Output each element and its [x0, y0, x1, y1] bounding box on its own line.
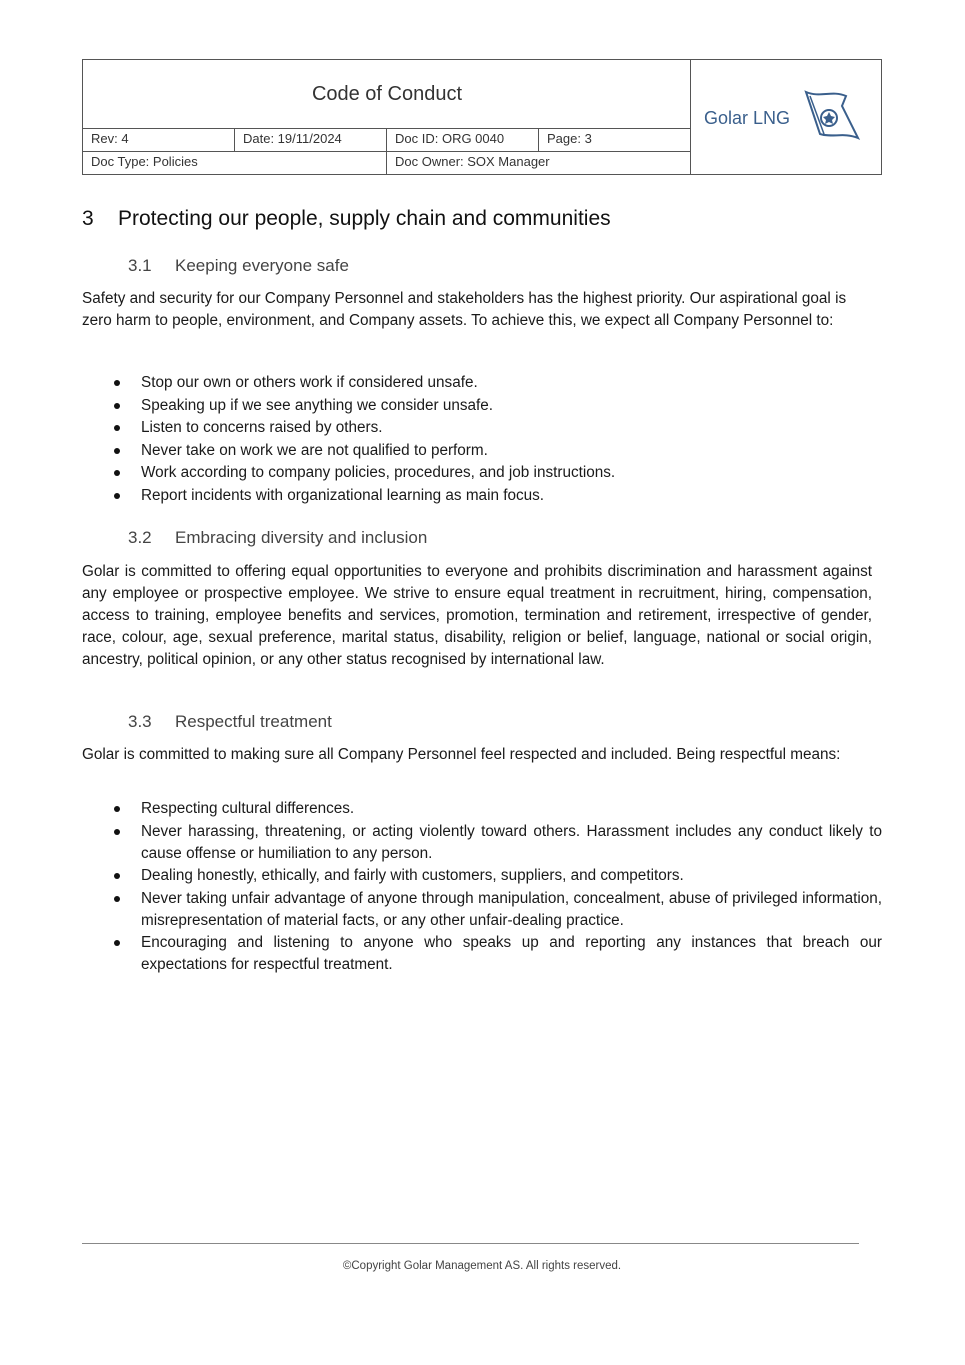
document-title: Code of Conduct — [311, 83, 463, 105]
list-item: Work according to company policies, procedures, and job instructions. — [82, 462, 882, 484]
subsection-heading-3-2: 3.2 Embracing diversity and inclusion — [128, 528, 428, 547]
section-heading: 3 Protecting our people, supply chain and communities — [82, 207, 611, 230]
subsection-heading-3-1: 3.1 Keeping everyone safe — [128, 256, 349, 275]
diversity-paragraph: Golar is committed to offering equal opportunities to everyone and prohibits discrimination and harassment against any employee or prospective employee. We strive to ensure equal treatment in recruitment, hiring, compensation, access to training, employee benefits and services, promotion, termination and retirement, irrespective of gender, race, colour, age, sexual preference, marital status, disability, religion or belief, language, national or social origin, ancestry, political opinion, or any other status recognised by international law. — [82, 563, 872, 668]
copyright-footer: ©Copyright Golar Management AS. All rights reserved. — [342, 1260, 622, 1272]
safety-bullet-list — [82, 372, 882, 508]
list-item: Dealing honestly, ethically, and fairly with customers, suppliers, and competitors. — [82, 865, 882, 887]
list-item: Report incidents with organizational learning as main focus. — [82, 485, 882, 507]
respect-bullet-list — [82, 798, 882, 977]
golar-lng-logo — [692, 60, 882, 174]
page-cell: Page: 3 — [547, 131, 592, 146]
list-item: Stop our own or others work if considered unsafe. — [82, 372, 882, 394]
doc-owner-cell: Doc Owner: SOX Manager — [395, 154, 550, 169]
list-item: Speaking up if we see anything we consider unsafe. — [82, 395, 882, 417]
respect-intro-paragraph: Golar is committed to making sure all Company Personnel feel respected and included. Being respectful means: — [82, 746, 841, 763]
list-item: Never taking unfair advantage of anyone through manipulation, concealment, abuse of privileged information, misrepresentation of material facts, or any other unfair-dealing practice. — [82, 888, 882, 932]
safety-intro-paragraph: Safety and security for our Company Personnel and stakeholders has the highest priority. Our aspirational goal is zero harm to people, environment, and Company assets. To achieve this, we expect all Company Personnel to: — [82, 290, 847, 329]
doc-id-cell: Doc ID: ORG 0040 — [395, 131, 505, 146]
rev-cell: Rev: 4 — [91, 131, 129, 146]
list-item: Respecting cultural differences. — [82, 798, 882, 820]
document-header — [82, 59, 882, 175]
subsection-heading-3-3: 3.3 Respectful treatment — [128, 712, 332, 731]
flag-icon — [802, 88, 864, 144]
logo-text: Golar LNG — [704, 108, 791, 128]
list-item: Never harassing, threatening, or acting violently toward others. Harassment includes any conduct likely to cause offense or humiliation to any person. — [82, 821, 882, 865]
date-cell: Date: 19/11/2024 — [243, 131, 342, 146]
list-item: Never take on work we are not qualified to perform. — [82, 440, 882, 462]
list-item: Encouraging and listening to anyone who speaks up and reporting any instances that breach our expectations for respectful treatment. — [82, 932, 882, 976]
doc-type-cell: Doc Type: Policies — [91, 154, 198, 169]
list-item: Listen to concerns raised by others. — [82, 417, 882, 439]
footer-divider — [82, 1243, 859, 1244]
